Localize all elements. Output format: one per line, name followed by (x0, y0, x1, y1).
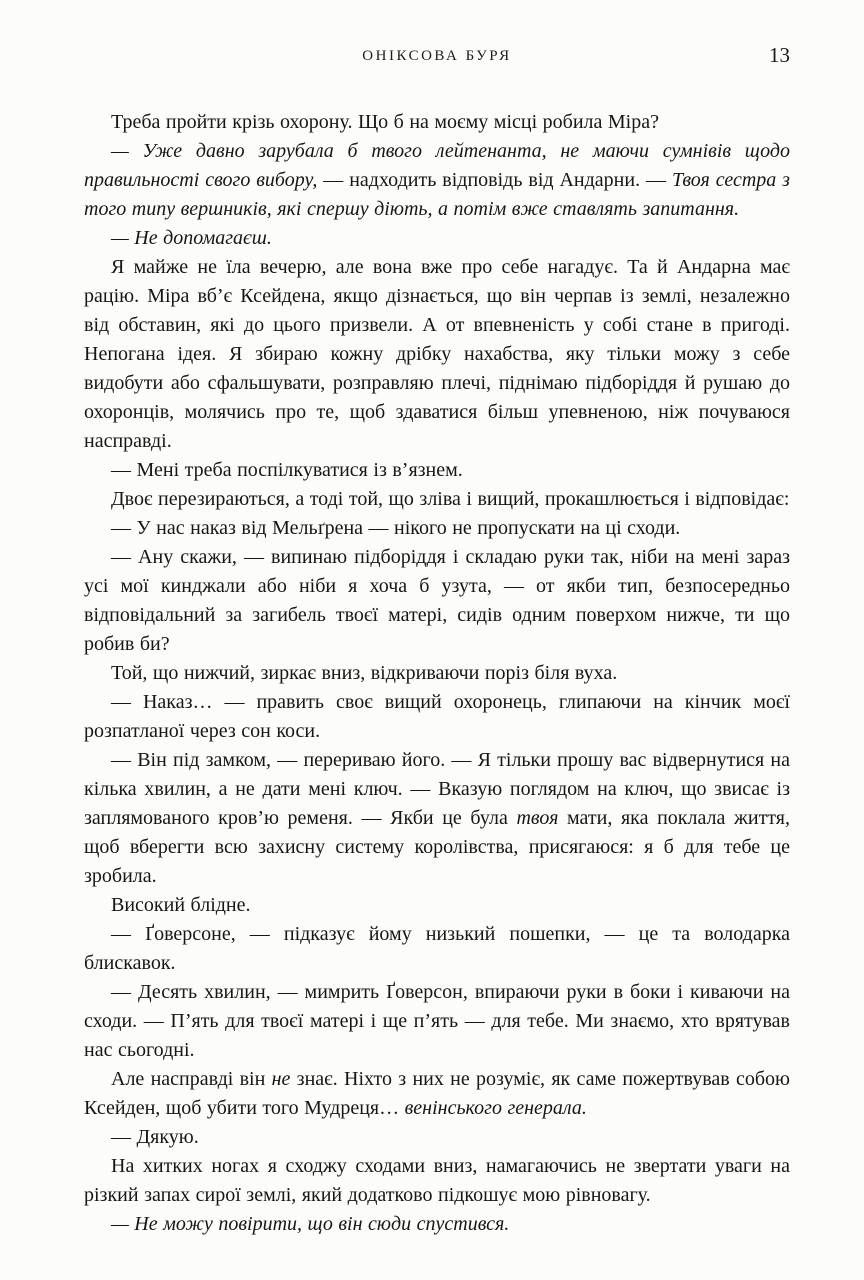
text-segment: Двоє перезираються, а тоді той, що зліва і вищий, прокашлюється і відповідає: (111, 488, 790, 510)
text-segment: Треба пройти крізь охорону. Що б на моєму місці робила Міра? (111, 111, 659, 133)
text-segment: знає. Ніхто з них не розуміє, як саме пожертвував собою Ксейден, щоб убити того Мудреця… (84, 1068, 790, 1119)
paragraph (84, 485, 790, 514)
text-segment: — Не допомагаєш. (111, 227, 272, 249)
text-segment: — Ану скажи, — випинаю підборіддя і складаю руки так, ніби на мені зараз усі мої кинджали або ніби я хоча б узута, — от якби тип, безпосередньо відповідальний за загибель твоєї матері, сидів одним поверхом нижче, ти що робив би? (84, 546, 790, 655)
paragraph (84, 1210, 790, 1239)
paragraph (84, 137, 790, 224)
text-segment: — надходить відповідь від Андарни. — (317, 169, 672, 191)
paragraph (84, 688, 790, 746)
paragraph (84, 891, 790, 920)
text-segment: Той, що нижчий, зиркає вниз, відкриваючи поріз біля вуха. (111, 662, 618, 684)
text-segment: Я майже не їла вечерю, але вона вже про себе нагадує. Та й Андарна має рацію. Міра вб’є Ксейдена, якщо дізнається, що він черпав із землі, незалежно від обставин, які до цього призвели. А от впевненість у собі стане в пригоді. Непогана ідея. Я збираю кожну дрібку нахабства, яку тільки можу з себе видобути або сфальшувати, розправляю плечі, піднімаю підборіддя й рушаю до охоронців, молячись про те, щоб здаватися більш упевненою, ніж почуваюся насправді. (84, 256, 790, 452)
paragraph (84, 978, 790, 1065)
running-title: ОНІКСОВА БУРЯ (362, 48, 512, 64)
paragraph (84, 746, 790, 891)
paragraph (84, 253, 790, 456)
text-segment: — Десять хвилин, — мимрить Ґоверсон, впираючи руки в боки і киваючи на сходи. — П’ять для твоєї матері і ще п’ять — для тебе. Ми знаємо, хто врятував нас сьогодні. (84, 981, 790, 1061)
text-segment: Високий блідне. (111, 894, 251, 916)
text-segment: мати, яка поклала життя, щоб вберегти всю захисну систему королівства, присягаюся: я б для тебе це зробила. (84, 807, 790, 887)
text-segment: Твоя сестра з того типу вершників, які спершу діють, а потім вже ставлять запитання. (84, 169, 790, 220)
text-block (84, 108, 790, 1239)
text-segment: венінського генерала. (404, 1097, 587, 1119)
text-segment: — Мені треба поспілкуватися із в’язнем. (111, 459, 463, 481)
paragraph (84, 456, 790, 485)
text-segment: — Він під замком, — перериваю його. — Я тільки прошу вас відвернутися на кілька хвилин, а не дати мені ключ. — Вказую поглядом на ключ, що звисає із заплямованого кров’ю ременя. — Якби це була (84, 749, 790, 829)
text-segment: не (271, 1068, 291, 1090)
paragraph (84, 108, 790, 137)
text-segment: твоя (516, 807, 559, 829)
paragraph (84, 1152, 790, 1210)
text-segment: — Уже давно зарубала б твого лейтенанта, не маючи сумнівів щодо правильності свого вибору, (84, 140, 790, 191)
paragraph (84, 659, 790, 688)
text-segment: Але насправді він (111, 1068, 272, 1090)
text-segment: — Ґоверсоне, — підказує йому низький пошепки, — це та володарка блискавок. (84, 923, 790, 974)
text-segment: — Наказ… — править своє вищий охоронець, глипаючи на кінчик моєї розпатланої через сон коси. (84, 691, 790, 742)
paragraph (84, 1065, 790, 1123)
page-number: 13 (769, 43, 790, 67)
paragraph (84, 1123, 790, 1152)
paragraph (84, 543, 790, 659)
text-segment: — У нас наказ від Мельґрена — нікого не пропускати на ці сходи. (111, 517, 681, 539)
paragraph (84, 514, 790, 543)
text-segment: На хитких ногах я сходжу сходами вниз, намагаючись не звертати уваги на різкий запах сирої землі, який додатково підкошує мою рівновагу. (84, 1155, 790, 1206)
page-header (84, 43, 790, 72)
paragraph (84, 224, 790, 253)
text-segment: — Дякую. (111, 1126, 199, 1148)
text-segment: — Не можу повірити, що він сюди спустився. (111, 1213, 510, 1235)
paragraph (84, 920, 790, 978)
